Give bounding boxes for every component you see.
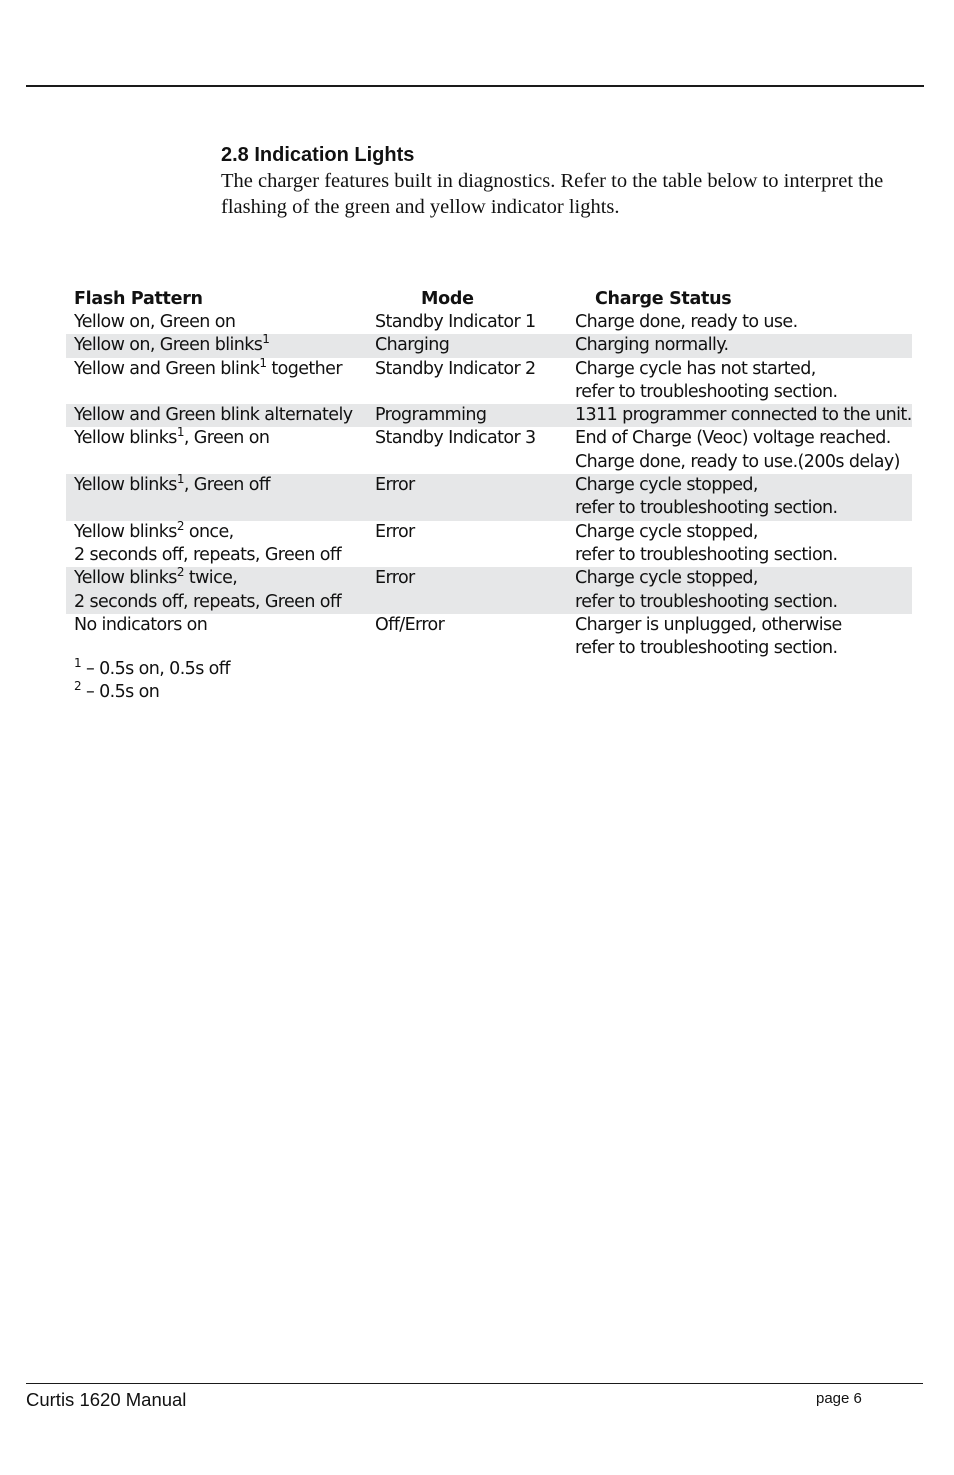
- footnote-ref: 1: [259, 355, 267, 370]
- table-row: [66, 567, 912, 614]
- mode-cell: Programming: [375, 405, 487, 426]
- table-row: [66, 404, 912, 427]
- mode-cell: Error: [375, 475, 415, 496]
- table-header: [66, 287, 912, 311]
- table-row: [66, 334, 912, 357]
- mode-cell: Error: [375, 521, 415, 542]
- header-flash-pattern: Flash Pattern: [74, 289, 203, 309]
- charge-status-cell: Charger is unplugged, otherwise refer to troubleshooting section.: [575, 614, 842, 659]
- table-row: [66, 614, 912, 661]
- indicator-table: [66, 287, 912, 660]
- footer-rule: [26, 1383, 923, 1384]
- mode-cell: Standby Indicator 1: [375, 312, 536, 332]
- table-row: [66, 518, 912, 568]
- footnote-ref: 1: [176, 425, 184, 440]
- charge-status-cell: Charge cycle stopped, refer to troubleshooting section.: [575, 475, 838, 519]
- page-number: page 6: [816, 1390, 862, 1407]
- flash-pattern-cell: Yellow on, Green blinks$^1$: [74, 332, 270, 356]
- footnotes: [74, 658, 230, 705]
- charge-status-cell: Charge cycle stopped, refer to troubleshooting section.: [575, 521, 838, 565]
- flash-pattern-cell: Yellow blinks$^2$ once, 2 seconds off, repeats, Green off: [74, 518, 342, 565]
- table-row: [66, 311, 912, 334]
- charge-status-cell: Charge cycle has not started, refer to troubleshooting section.: [575, 358, 838, 402]
- flash-pattern-cell: Yellow blinks$^1$, Green off: [74, 472, 270, 496]
- manual-title: Curtis 1620 Manual: [26, 1389, 187, 1410]
- table-row: [66, 474, 912, 521]
- header-mode: Mode: [421, 289, 474, 309]
- mode-cell: Charging: [375, 335, 450, 356]
- flash-pattern-cell: Yellow and Green blink$^1$ together: [74, 355, 342, 379]
- mode-cell: Error: [375, 568, 415, 589]
- footnote: $^2$ – 0.5s on: [74, 679, 160, 703]
- footnote-ref: 1: [176, 472, 184, 487]
- intro-line: The charger features built in diagnostics. Refer to the table below to interpret the: [221, 170, 884, 192]
- flash-pattern-cell: Yellow on, Green on: [74, 312, 236, 332]
- charge-status-cell: Charge cycle stopped, refer to troubleshooting section.: [575, 568, 838, 612]
- header-charge-status: Charge Status: [595, 289, 732, 309]
- mode-cell: Standby Indicator 3: [375, 428, 536, 449]
- charge-status-cell: Charging normally.: [575, 335, 729, 356]
- flash-pattern-cell: Yellow and Green blink alternately: [74, 405, 353, 426]
- footnote-ref: 2: [176, 565, 184, 580]
- mode-cell: Standby Indicator 2: [375, 358, 536, 379]
- flash-pattern-cell: No indicators on: [74, 614, 208, 635]
- header-rule: [26, 85, 924, 87]
- table-row: [66, 427, 912, 474]
- intro-paragraph: [221, 168, 921, 220]
- flash-pattern-cell: Yellow blinks$^1$, Green on: [74, 425, 270, 449]
- flash-pattern-cell: Yellow blinks$^2$ twice, 2 seconds off, repeats, Green off: [74, 565, 342, 612]
- intro-line: flashing of the green and yellow indicator lights.: [221, 196, 620, 218]
- footnote-ref: 1: [262, 332, 270, 347]
- mode-cell: Off/Error: [375, 614, 445, 635]
- table-row: [66, 355, 912, 405]
- charge-status-cell: Charge done, ready to use.: [575, 312, 798, 332]
- charge-status-cell: End of Charge (Veoc) voltage reached. Charge done, ready to use.(200s delay): [575, 428, 900, 472]
- footnote-ref: 2: [176, 518, 184, 533]
- section-title: 2.8 Indication Lights: [221, 144, 415, 166]
- footnote: $^1$ – 0.5s on, 0.5s off: [74, 656, 230, 679]
- charge-status-cell: 1311 programmer connected to the unit.: [575, 405, 912, 426]
